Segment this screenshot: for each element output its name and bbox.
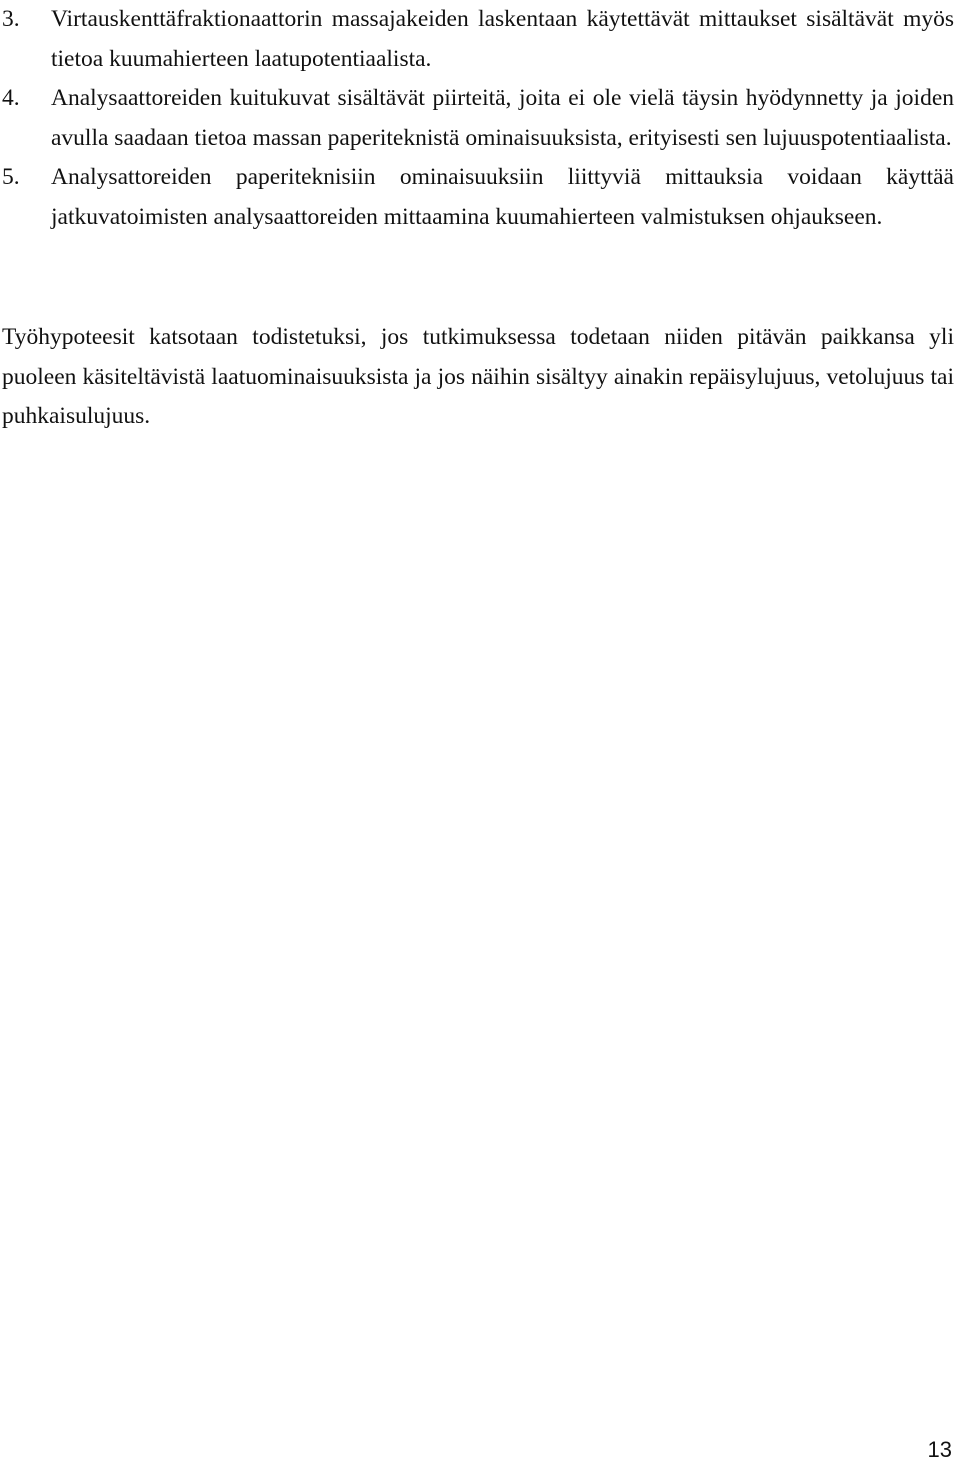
page-number: 13 <box>927 1437 952 1462</box>
list-item-text: Analysattoreiden paperiteknisiin ominaisuuksiin liittyviä mittauksia voidaan käyttää jatkuvatoimisten analysaattoreiden mittaamina kuumahierteen valmistuksen ohjaukseen. <box>51 164 954 230</box>
list-item <box>2 79 954 158</box>
list-item <box>2 0 954 79</box>
list-item-number: 3. <box>2 6 20 32</box>
body-paragraph: Työhypoteesit katsotaan todistetuksi, jos tutkimuksessa todetaan niiden pitävän paikkansa yli puoleen käsiteltävistä laatuominaisuuksista ja jos näihin sisältyy ainakin repäisylujuus, vetolujuus tai puhkaisulujuus. <box>2 324 954 429</box>
list-item-text: Analysaattoreiden kuitukuvat sisältävät piirteitä, joita ei ole vielä täysin hyödynnetty ja joiden avulla saadaan tietoa massan paperiteknistä ominaisuuksista, erityisesti sen lujuuspotentiaalista. <box>51 85 954 151</box>
list-item-number: 4. <box>2 85 20 111</box>
list-item <box>2 158 954 237</box>
list-item-text: Virtauskenttäfraktionaattorin massajakeiden laskentaan käytettävät mittaukset sisältävät myös tietoa kuumahierteen laatupotentiaalista. <box>51 6 954 72</box>
list-item-number: 5. <box>2 164 20 190</box>
numbered-list <box>2 0 954 237</box>
